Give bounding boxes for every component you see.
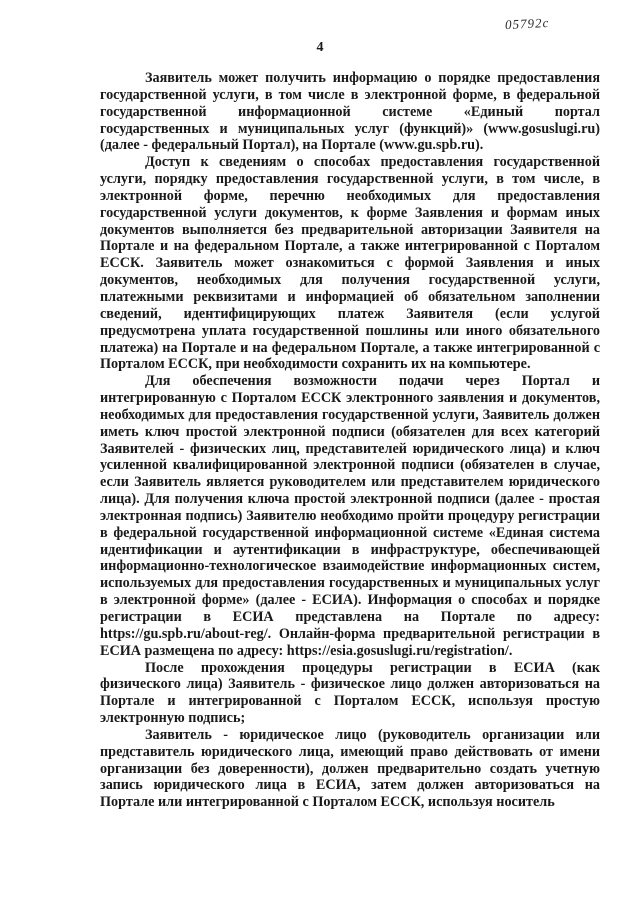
- page-number: 4: [316, 40, 324, 55]
- document-body: [100, 70, 600, 811]
- paragraph-electronic-signature: Для обеспечения возможности подачи через Портал и интегрированную с Порталом ЕССК электронного заявления и документов, необходимых для предоставления государственной услуги, Заявитель должен иметь ключ простой электронной подписи (обязателен для всех категорий Заявителей - физических лиц, представителей юридического лица) и ключ усиленной квалифицированной электронной подписи (обязателен в случае, если Заявитель является руководителем или представителем юридического лица). Для получения ключа простой электронной подписи (далее - простая электронная подпись) Заявителю необходимо пройти процедуру регистрации в федеральной государственной информационной системе «Единая система идентификации и аутентификации в инфраструктуре, обеспечивающей информационно-технологическое взаимодействие информационных систем, используемых для предоставления государственных и муниципальных услуг в электронной форме» (далее - ЕСИА). Информация о способах и порядке регистрации в ЕСИА представлена на Портале по адресу: https://gu.spb.ru/about-reg/. Онлайн-форма предварительной регистрации в ЕСИА размещена по адресу: https://esia.gosuslugi.ru/registration/.: [100, 373, 600, 659]
- archive-stamp: 05792с: [504, 14, 550, 33]
- paragraph-info-sources: Заявитель может получить информацию о порядке предоставления государственной услуги, в том числе в электронной форме, в федеральной государственной информационной системе «Единый портал государственных и муниципальных услуг (функций)» (www.gosuslugi.ru) (далее - федеральный Портал), на Портале (www.gu.spb.ru).: [100, 70, 600, 154]
- paragraph-legal-entity-auth: Заявитель - юридическое лицо (руководитель организации или представитель юридического лица, имеющий право действовать от имени организации без доверенности), должен предварительно создать учетную запись юридического лица в ЕСИА, затем должен авторизоваться на Портале или интегрированной с Порталом ЕССК, используя носитель: [100, 726, 600, 811]
- paragraph-individual-auth: После прохождения процедуры регистрации в ЕСИА (как физического лица) Заявитель - физическое лицо должен авторизоваться на Портале и интегрированной с Порталом ЕССК, используя простую электронную подпись;: [100, 659, 600, 727]
- paragraph-access-info: Доступ к сведениям о способах предоставления государственной услуги, порядку предоставления государственной услуги, в том числе, в электронной форме, перечню необходимых для предоставления государственной услуги документов, к форме Заявления и формам иных документов выполняется без предварительной авторизации Заявителя на Портале и на федеральном Портале, а также интегрированной с Порталом ЕССК. Заявитель может ознакомиться с формой Заявления и иных документов, необходимых для получения государственной услуги, платежными реквизитами и информацией об обязательном заполнении сведений, идентифицирующих платеж Заявителя (если услугой предусмотрена уплата государственной пошлины или иного обязательного платежа) на Портале и на федеральном Портале, а также интегрированной с Порталом ЕССК, при необходимости сохранить их на компьютере.: [100, 154, 600, 373]
